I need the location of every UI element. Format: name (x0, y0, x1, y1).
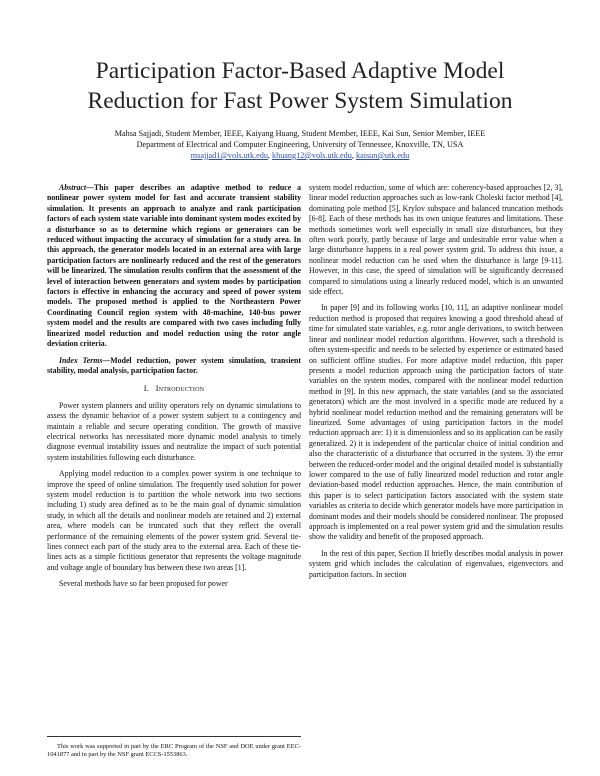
abstract-label: Abstract (59, 183, 87, 192)
paper-title (40, 56, 560, 116)
abstract (47, 183, 301, 350)
email-link-3[interactable]: kaisun@utk.edu (355, 151, 410, 160)
section-heading (47, 384, 301, 394)
email-link-1[interactable]: msajjad1@vols.utk.edu (190, 151, 268, 160)
abstract-text: —This paper describes an adaptive method to reduce a nonlinear power system model for fast and accurate transient stability simulation. It presents an approach to analyze and rank participation factors of each system state variable into dominant system modes excited by a disturbance so as to determine which regions or generators can be reduced without impacting the accuracy of simulation for a study area. In this approach, the generator models located in an external area with large participation factors are nonlinearly reduced and the rest of the generators will be linearized. The simulation results confirm that the assessment of the level of interaction between generators and system modes by participation factors is effective in enhancing the accuracy and speed of power system models. The proposed method is applied to the Northeastern Power Coordinating Council region system with 48-machine, 140-bus power system model and the results are compared with two cases including fully linearized model reduction and model reduction using the rotor angle deviation criteria. (47, 183, 301, 349)
title-line-1: Participation Factor-Based Adaptive Model (95, 58, 505, 84)
index-terms-text: —Model reduction, power system simulation, transient stability, modal analysis, participation factor. (47, 355, 301, 375)
paragraph: system model reduction, some of which are: coherency-based approaches [2, 3], linear model reduction approaches such as low-rank Choleski factor method [4], dominating pole method [5], Krylov subspace and balanced truncation methods [6-8]. Each of these methods has its own unique features and limitations. These methods sometimes work well especially in small size disturbances, but they often work poorly, partly because of large and undesirable error value when a large disturbance happens in a real power system grid. To address this issue, a nonlinear model reduction can be used when the disturbance is large [9-11]. However, in this case, the speed of simulation will be significantly decreased compared to simulations using a linearly reduced model, which is an unwanted side effect. (309, 183, 563, 297)
section-title: Introduction (155, 384, 205, 394)
index-terms (47, 356, 301, 377)
paragraph: In the rest of this paper, Section II briefly describes modal analysis in power system grid which includes the calculation of eigenvalues, eigenvectors and participation factors. In section (309, 548, 563, 579)
author-names: Mahsa Sajjadi, Student Member, IEEE, Kaiyang Huang, Student Member, IEEE, Kai Sun, Senior Member, IEEE (114, 129, 486, 138)
footnote (47, 736, 301, 759)
email-link-2[interactable]: khuang12@vols.utk.edu (272, 151, 352, 160)
paragraph: Power system planners and utility operators rely on dynamic simulations to assess the dynamic behavior of a power system subject to a contingency and maintain a reliable and secure operating condition. The growth of massive electrical networks has necessitated more dynamic model analysis to timely diagnose eventual instability issues and neutralize the impact of such potential system instabilities following each disturbance. (47, 400, 301, 462)
paragraph: Several methods have so far been proposed for power (59, 579, 228, 589)
left-column (47, 183, 301, 596)
paragraph: In paper [9] and its following works [10, 11], an adaptive nonlinear model reduction method is proposed that requires knowing a good threshold ahead of time for simulated state variables, e.g. rotor angle derivations, to switch between linear and nonlinear model reduction algorithms. However, such a threshold is often system-specific and needs to be selected by experience or estimated based on sufficient offline studies. For more adaptive model reduction, this paper presents a model reduction approach using the participation factors of state variables on the system modes, compared with the nonlinear model reduction method in [9]. In this new approach, the state variables (and so the associated generators) which are the most involved in a specific mode are reduced by a hybrid nonlinear model reduction method and the remaining generators will be linearized. Some advantages of using participation factors in the model reduction approach are: 1) it is dimensionless and so its application can be easily generalized. 2) it is independent of the particular choice of initial condition and also the characteristic of a disturbance that occurred in the system. 3) the error between the reduced-order model and the original detailed model is substantially lower compared to the use of fully linearized model reduction and rotor angle deviation-based model reduction approaches. Hence, the main contribution of this paper is to select participation factors associated with the system state variables as criteria to decide which generator models have more participation in dominant modes and their models should be considered nonlinear. The proposed approach is implemented on a real power system grid and the simulation results show the validity and benefit of the proposed approach. (309, 303, 563, 542)
footnote-text: This work was supported in part by the ERC Program of the NSF and DOE under grant EEC-1041877 and in part by the NSF grant ECCS-1553863. (47, 743, 301, 759)
affiliation: Department of Electrical and Computer Engineering, University of Tennessee, Knoxville, TN, USA (136, 140, 464, 149)
author-block (40, 128, 560, 161)
paragraph: Applying model reduction to a complex power system is one technique to improve the speed of online simulation. The frequently used solution for power system model reduction is to partition the whole network into two sections including 1) study area defined as to be the main goal of dynamic simulation study, in which all the details and nonlinear models are retained and 2) external area, where models can be truncated such that they reflect the overall performance of the remaining elements of the power system grid. Several tie-lines connect each part of the study area to the external area. Each of these tie-lines acts as a simple fictitious generator that represents the voltage magnitude and voltage angle of boundary bus between these two areas [1]. (47, 469, 301, 572)
right-column (309, 183, 563, 586)
email-list: msajjad1@vols.utk.edu, khuang12@vols.utk.edu, kaisun@utk.edu (190, 151, 410, 160)
title-line-2: Reduction for Fast Power System Simulation (87, 88, 513, 114)
index-terms-label: Index Terms (59, 355, 103, 365)
section-number: I. (143, 384, 149, 394)
